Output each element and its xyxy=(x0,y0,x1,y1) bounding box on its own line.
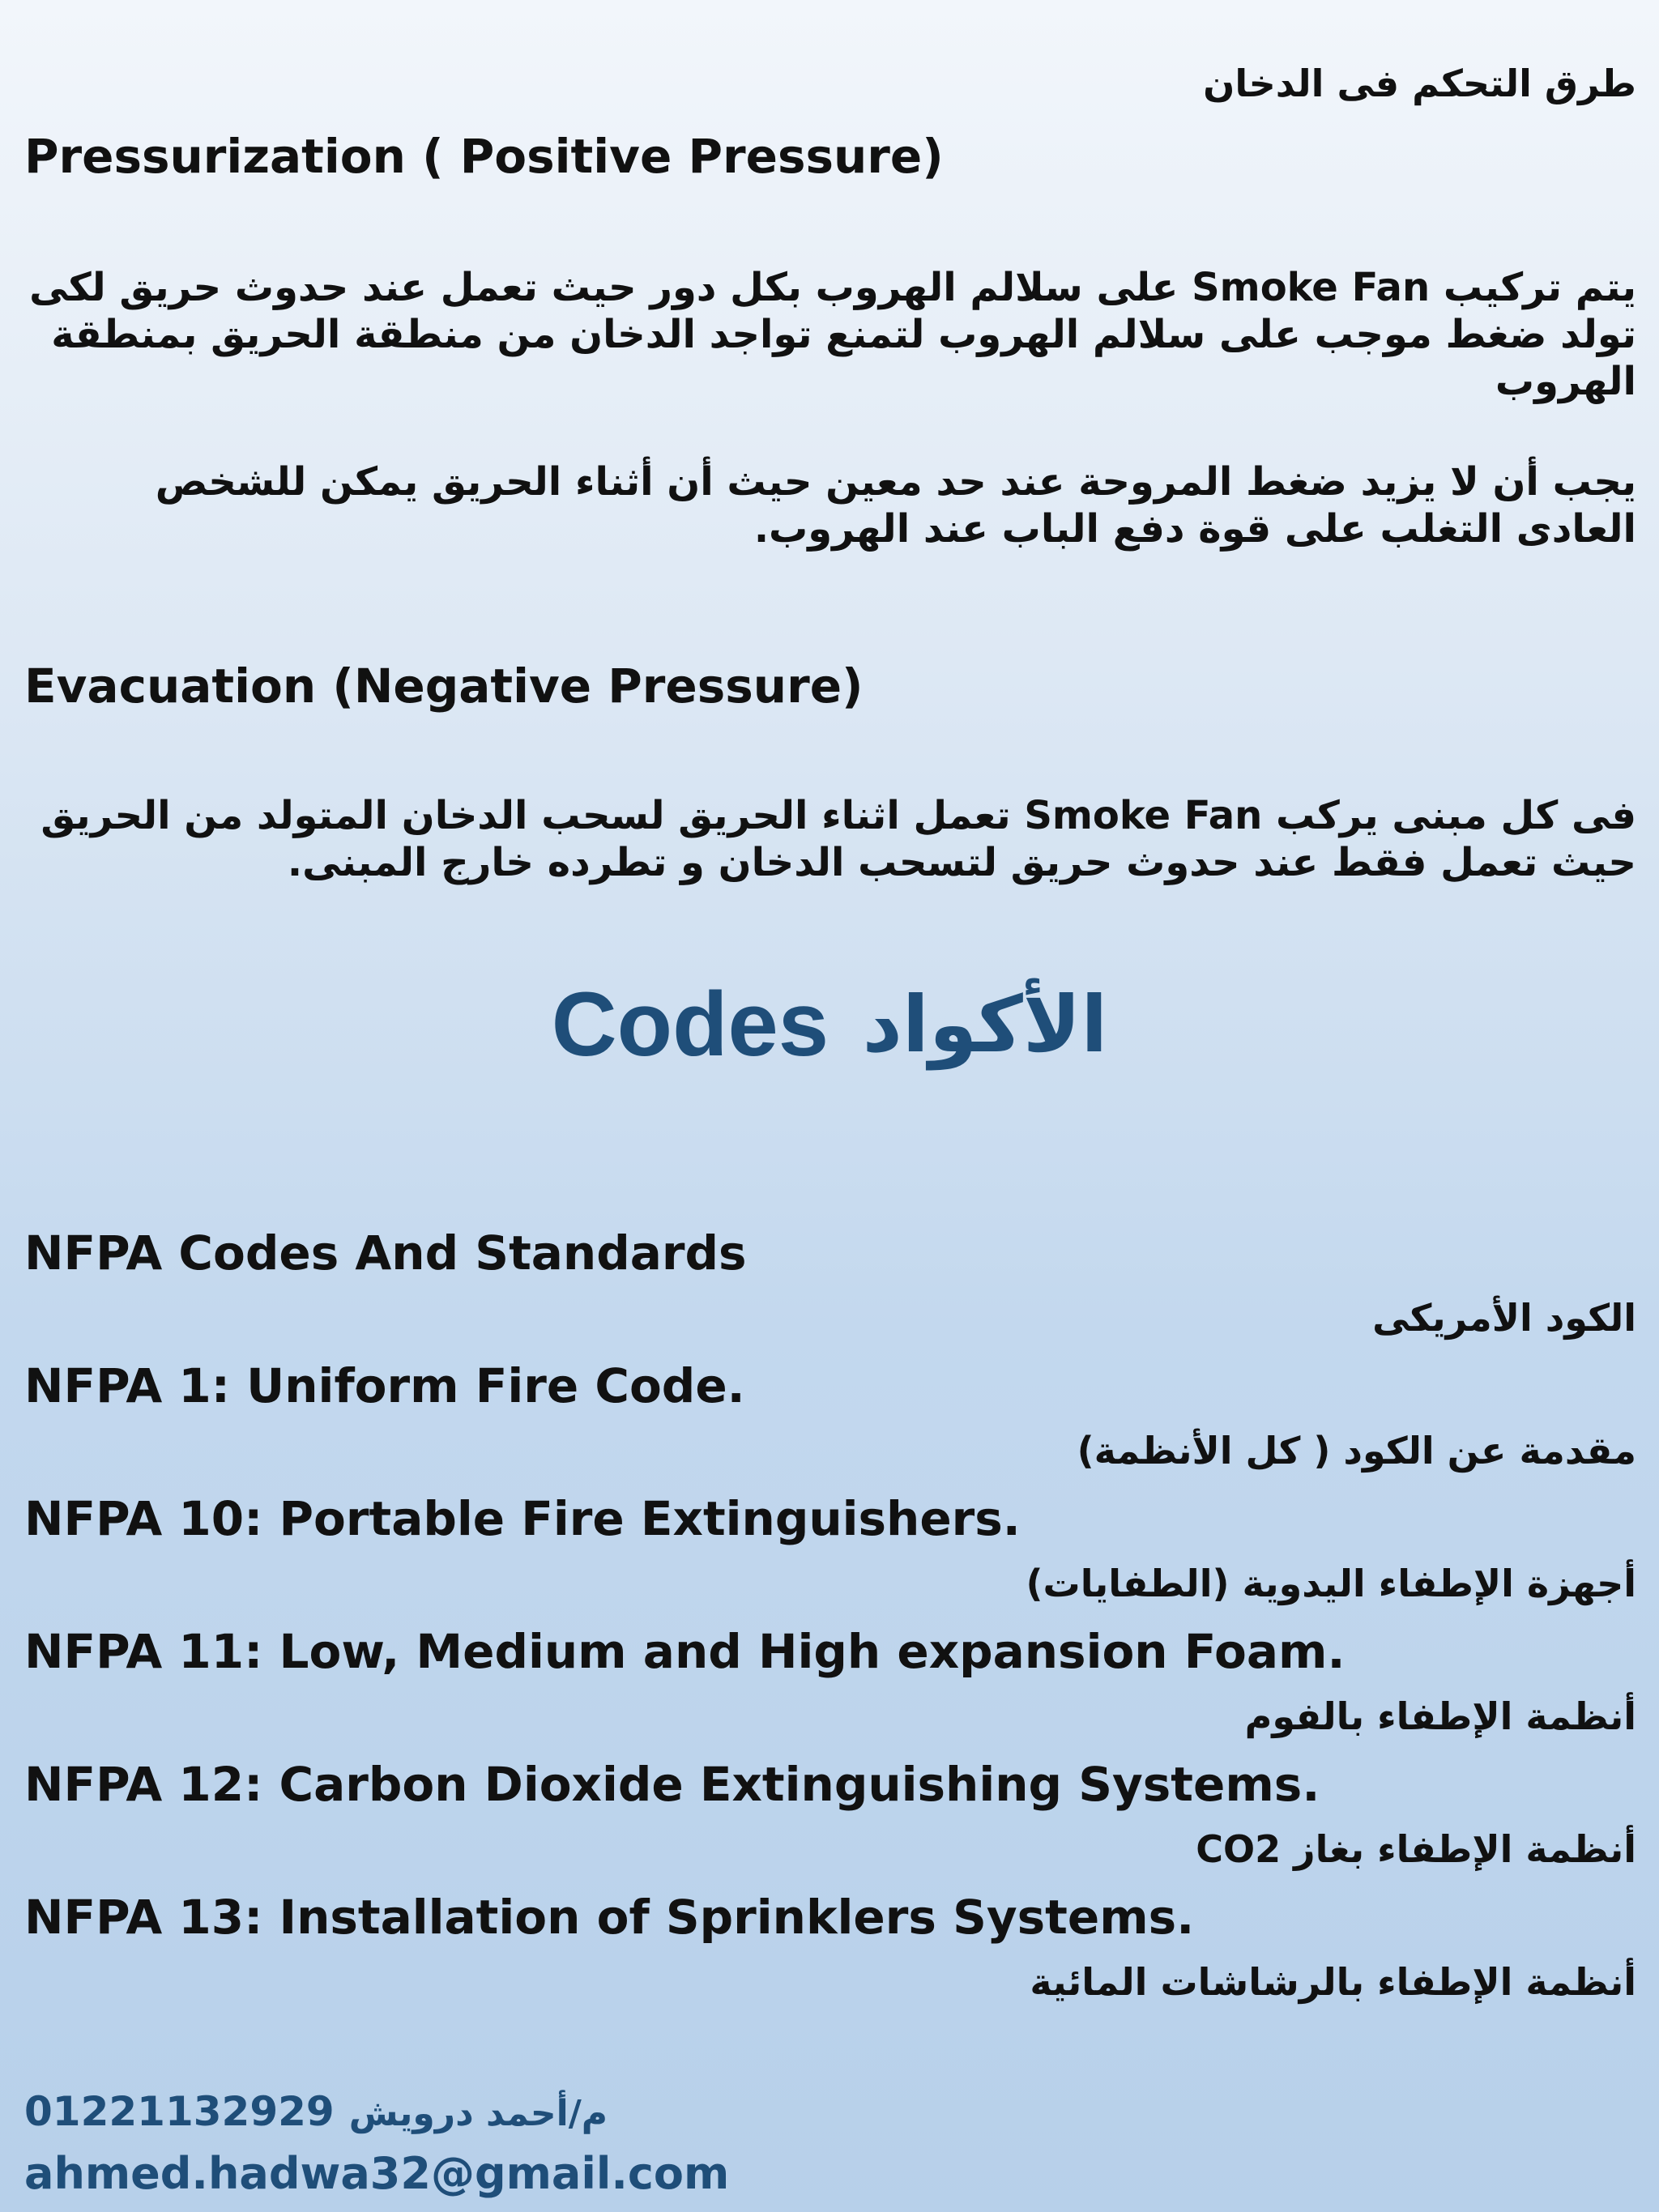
nfpa-code-10-ar: أجهزة الإطفاء اليدوية (الطفايات) xyxy=(1026,1562,1636,1605)
pressurization-paragraph-2: يجب أن لا يزيد ضغط المروحة عند حد معين حيث أن أثناء الحريق يمكن للشخص العادى التغلب على قوة دفع الباب عند الهروب. xyxy=(155,459,1636,552)
pressurization-paragraph-1: يتم تركيب Smoke Fan على سلالم الهروب بكل دور حيث تعمل عند حدوث حريق لكى تولد ضغط موجب على سلالم الهروب لتمنع تواجد الدخان من منطقة الحريق بمنطقة الهروب xyxy=(29,265,1636,404)
evacuation-heading: Evacuation (Negative Pressure) xyxy=(24,658,864,714)
footer-contact xyxy=(24,2088,608,2135)
nfpa-code-13-ar: أنظمة الإطفاء بالرشاشات المائية xyxy=(1030,1960,1636,2004)
nfpa-code-13: NFPA 13: Installation of Sprinklers Systems. xyxy=(24,1890,1195,1945)
codes-heading-ar: الأكواد xyxy=(862,978,1108,1070)
nfpa-code-12-ar: أنظمة الإطفاء بغاز CO2 xyxy=(1196,1827,1636,1871)
evacuation-paragraph: فى كل مبنى يركب Smoke Fan تعمل اثناء الحريق لسحب الدخان المتولد من الحريق حيث تعمل فقط عند حدوث حريق لتسحب الدخان و تطرده خارج المبنى. xyxy=(41,793,1636,885)
footer-email[interactable]: ahmed.hadwa32@gmail.com xyxy=(24,2148,730,2199)
codes-heading xyxy=(0,972,1659,1085)
nfpa-code-1-ar: مقدمة عن الكود ( كل الأنظمة) xyxy=(1077,1429,1636,1473)
smoke-control-title: طرق التحكم فى الدخان xyxy=(1203,62,1636,105)
footer-name: م/أحمد درويش xyxy=(348,2093,608,2134)
nfpa-code-12: NFPA 12: Carbon Dioxide Extinguishing Systems. xyxy=(24,1757,1320,1812)
nfpa-title: NFPA Codes And Standards xyxy=(24,1225,747,1281)
nfpa-code-10: NFPA 10: Portable Fire Extinguishers. xyxy=(24,1491,1021,1546)
codes-heading-en: Codes xyxy=(551,974,830,1075)
pressurization-heading: Pressurization ( Positive Pressure) xyxy=(24,129,944,184)
footer-phone[interactable]: 01221132929 xyxy=(24,2088,335,2135)
nfpa-code-11-ar: أنظمة الإطفاء بالفوم xyxy=(1244,1694,1636,1738)
nfpa-code-11: NFPA 11: Low, Medium and High expansion Foam. xyxy=(24,1624,1346,1679)
nfpa-subtitle: الكود الأمريكى xyxy=(1372,1296,1636,1340)
nfpa-code-1: NFPA 1: Uniform Fire Code. xyxy=(24,1358,745,1413)
